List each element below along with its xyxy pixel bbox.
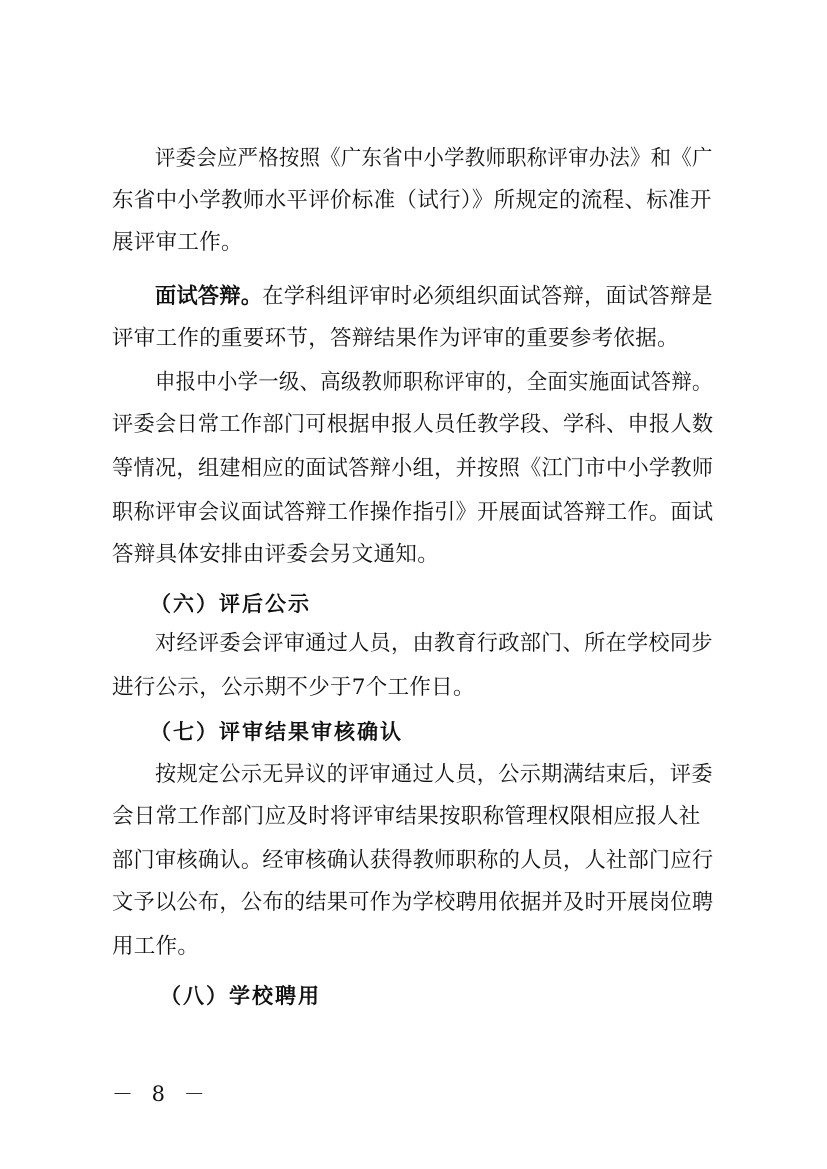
paragraph-2-line-1 [155,283,713,311]
paragraph-3-line-2: 评委会日常工作部门可根据申报人员任教学段、学科、申报人数 [112,412,714,437]
paragraph-5-line-1: 按规定公示无异议的评审通过人员，公示期满结束后，评委 [155,762,713,787]
paragraph-4-line-1: 对经评委会评审通过人员，由教育行政部门、所在学校同步 [155,631,713,656]
paragraph-3-line-5: 答辩具体安排由评委会另文通知。 [112,542,440,567]
section-heading-8: （八）学校聘用 [160,984,321,1008]
page-number: － 8 － [112,1082,211,1106]
section-heading-6: （六）评后公示 [150,592,311,616]
paragraph-2-line-2: 评审工作的重要环节，答辩结果作为评审的重要参考依据。 [112,326,679,351]
paragraph-3-line-3: 等情况，组建相应的面试答辩小组，并按照《江门市中小学教师 [112,456,714,481]
section-heading-7: （七）评审结果审核确认 [150,720,403,744]
paragraph-2-line-1-text: 在学科组评审时必须组织面试答辩，面试答辩是 [262,284,713,309]
paragraph-5-line-5: 用工作。 [112,934,200,959]
paragraph-3-line-4: 职称评审会议面试答辩工作操作指引》开展面试答辩工作。面试 [112,500,714,525]
paragraph-1-line-1: 评委会应严格按照《广东省中小学教师职称评审办法》和《广 [155,146,713,171]
paragraph-1-line-2: 东省中小学教师水平评价标准（试行）》所规定的流程、标准开 [112,188,712,213]
paragraph-4-line-2: 进行公示，公示期不少于7个工作日。 [112,675,475,700]
paragraph-5-line-3: 部门审核确认。经审核确认获得教师职称的人员，人社部门应行 [112,848,714,873]
paragraph-5-line-2: 会日常工作部门应及时将评审结果按职称管理权限相应报人社 [112,804,701,829]
paragraph-3-line-1: 申报中小学一级、高级教师职称评审的，全面实施面试答辩。 [155,370,713,395]
paragraph-2-lead: 面试答辩。 [155,284,263,309]
paragraph-5-line-4: 文予以公布，公布的结果可作为学校聘用依据并及时开展岗位聘 [112,890,714,915]
paragraph-1-line-3: 展评审工作。 [112,230,243,255]
